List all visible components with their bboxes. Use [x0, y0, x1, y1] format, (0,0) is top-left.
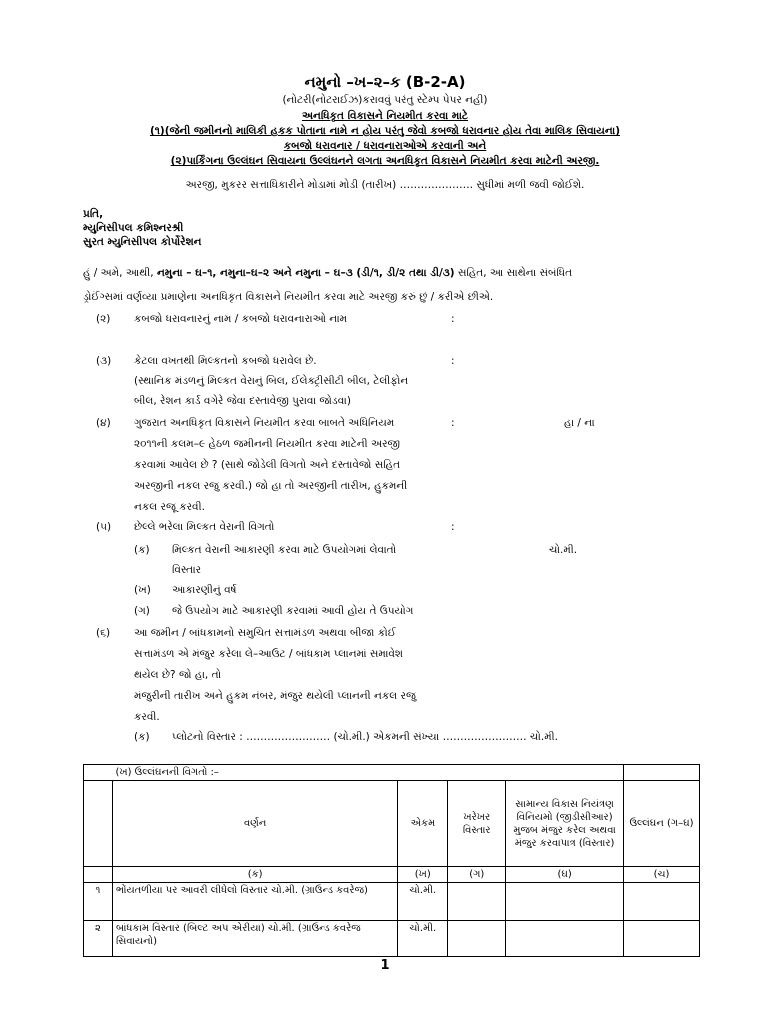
item-5a-unit: ચો.મી.	[549, 544, 578, 556]
row-unit: ચો.મી.	[398, 921, 448, 957]
item-3-line-3: બીલ, રેશન કાર્ડ વગેરે જેવા દસ્તાવેજી પુરાવા જોડવા)	[134, 395, 351, 407]
header-unit: એકમ	[398, 781, 448, 867]
intro-part-b: નમુના – ઘ–૧, નમુના–ઘ–૨ અને નમુના – ઘ–૩ (ડી/૧, ડી/૨ તથા ડી/૩)	[156, 267, 455, 279]
item-6a-text: પ્લોટનો વિસ્તાર : …………………… (ચો.મી.) એકમની સંખ્યા …………………… ચો.મી.	[172, 731, 559, 743]
row-number: ૨	[84, 921, 113, 957]
item-5a-line-1: મિલ્કત વેરાની આકારણી કરવા માટે ઉપયોગમાં લેવાતો	[172, 544, 397, 556]
item-4-line-4: અરજીની નકલ રજુ કરવી.) જો હા તો અરજીની તારીખ, હુકમની	[134, 480, 408, 492]
intro-line-2: ડ્રોઈંગ્સમાં વર્ણવ્યા પ્રમાણેના અનધિકૃત વિકાસને નિયમીત કરવા માટે અરજી કરું છું / કરીએ છીએ.	[83, 291, 494, 303]
heading-line-2: (૧)(જેની જમીનનો માલિકી હકક પોતાના નામે ન હોય પરંતુ જેવો કબજો ધરાવનાર હોય તેવા માલિક સિવાયના)	[149, 125, 621, 137]
item-5a-line-2: વિસ્તાર	[172, 564, 202, 576]
column-index-1: (ક)	[112, 867, 397, 883]
item-2-text: કબજો ધરાવનારનું નામ / કબજો ધરાવનારાઓ નામ	[134, 313, 348, 325]
row-violation-cell[interactable]	[624, 883, 700, 921]
header-violation: ઉલ્લંઘન (ગ–ઘ)	[624, 781, 700, 867]
item-4-colon: :	[451, 417, 455, 429]
row-gdcr-area-cell[interactable]	[506, 883, 624, 921]
item-2-number: (૨)	[96, 313, 111, 325]
notary-note: (નોટરી(નોટરાઈઝ)કરાવવું પરંતુ સ્ટેમ્પ પેપર નહી)	[282, 94, 488, 106]
item-6-line-1: આ જમીન / બાંધકામનો સમુચિત સત્તામંડળ અથવા બીજા કોઈ	[134, 627, 396, 639]
row-gdcr-area-cell[interactable]	[506, 921, 624, 957]
table-caption-row	[84, 765, 700, 781]
row-actual-area-cell[interactable]	[448, 921, 506, 957]
item-6-line-4: મંજુરીની તારીખ અને હુકમ નંબર, મંજુર થયેલી પ્લાનની નકલ રજુ	[134, 690, 416, 702]
heading-line-4: (૨)પાર્કિંગના ઉલ્લંઘન સિવાયના ઉલ્લંઘનને લગતા અનધિકૃત વિકાસને નિયમીત કરવા માટેની અરજી.	[170, 155, 600, 167]
item-2-colon: :	[451, 313, 455, 325]
item-6-number: (૬)	[96, 627, 111, 639]
item-6-line-5: કરવી.	[134, 711, 160, 723]
item-5c-number: (ગ)	[134, 605, 150, 617]
item-3-line-2: (સ્થાનિક મંડળનું મિલ્કત વેરાનું બિલ, ઈલેક્ટ્રીસીટી બીલ, ટેલીફોન	[134, 375, 409, 387]
addressee-to: પ્રતિ,	[83, 208, 104, 220]
page-number: 1	[380, 958, 390, 973]
item-6a-number: (ક)	[134, 731, 150, 743]
item-5a-number: (ક)	[134, 544, 150, 556]
table-header-row	[84, 781, 700, 867]
form-title: નમુનો –ખ–૨–ક (B-2-A)	[304, 73, 466, 91]
item-5b-text: આકારણીનું વર્ષ	[172, 584, 237, 596]
deadline-note: અરજી, મુકરર સત્તાધિકારીને મોડામાં મોડી (તારીખ) ………………… સુધીમાં મળી જવી જોઈશે.	[185, 179, 585, 191]
intro-line-1	[83, 266, 572, 280]
item-4-line-2: ૨૦૧૧ની કલમ–૯ હેઠળ જમીનની નિયમીત કરવા માટેની અરજી	[134, 438, 400, 450]
item-6-line-3: થયેલ છે? જો હા, તો	[134, 669, 222, 681]
item-3-line-1: કેટલા વખતથી મિલ્કતનો કબજો ધરાવેલ છે.	[134, 355, 317, 367]
header-actual-area: ખરેખર વિસ્તાર	[448, 781, 506, 867]
header-description: વર્ણન	[112, 781, 397, 867]
heading-line-1: અનધિકૃત વિકાસને નિયમીત કરવા માટે	[301, 110, 469, 122]
column-index-5: (ચ)	[624, 867, 700, 883]
row-description: બાંધકામ વિસ્તાર (બિલ્ટ અપ એરીયા) ચો.મી. (ગ્રાઉન્ડ કવરેજ સિવાયનો)	[112, 921, 397, 957]
item-4-answer: હા / ના	[564, 417, 595, 429]
row-unit: ચો.મી.	[398, 883, 448, 921]
addressee-line-2: સુરત મ્યુનિસીપલ કોર્પોરેશન	[83, 236, 202, 248]
item-4-line-1: ગુજરાત અનધિકૃત વિકાસને નિયમીત કરવા બાબતે અધિનિયમ	[134, 417, 395, 429]
row-description: ભોંયતળીયા પર આવરી લીધેલો વિસ્તાર ચો.મી. (ગ્રાઉન્ડ કવરેજ)	[112, 883, 397, 921]
item-4-number: (૪)	[96, 417, 111, 429]
item-5-number: (૫)	[96, 521, 112, 533]
addressee-line-1: મ્યુનિસીપલ કમિશ્નરશ્રી	[83, 222, 184, 234]
item-4-line-5: નકલ રજૂ કરવી.	[134, 501, 205, 513]
item-5-colon: :	[451, 521, 455, 533]
table-column-index-row	[84, 867, 700, 883]
item-5-text: છેલ્લે ભરેલા મિલ્કત વેરાની વિગતો	[134, 521, 275, 533]
column-index-4: (ઘ)	[506, 867, 624, 883]
row-number: ૧	[84, 883, 113, 921]
row-violation-cell[interactable]	[624, 921, 700, 957]
item-5c-text: જે ઉપયોગ માટે આકારણી કરવામાં આવી હોય તે ઉપયોગ	[172, 605, 414, 617]
item-5b-number: (ખ)	[134, 584, 151, 596]
item-3-colon: :	[451, 355, 455, 367]
violations-table	[83, 764, 700, 957]
column-index-3: (ગ)	[448, 867, 506, 883]
row-actual-area-cell[interactable]	[448, 883, 506, 921]
item-6-line-2: સત્તામંડળ એ મંજુર કરેલા લે–આઉટ / બાંધકામ પ્લાનમાં સમાવેશ	[134, 648, 404, 660]
heading-line-3: કબજો ધરાવનાર / ધરાવનારાઓએ કરવાની અને	[283, 140, 487, 152]
column-index-2: (ખ)	[398, 867, 448, 883]
item-3-number: (૩)	[96, 355, 112, 367]
table-caption: (ખ) ઉલ્લંઘનની વિગતો :–	[112, 765, 623, 781]
intro-part-a: હું / અમે, આથી,	[83, 267, 154, 279]
item-4-line-3: કરવામાં આવેલ છે ? (સાથે જોડેલી વિગતો અને દસ્તાવેજો સહિત	[134, 459, 401, 471]
table-row	[84, 883, 700, 921]
intro-part-c: સહિત, આ સાથેના સંબંધિત	[457, 267, 573, 279]
header-gdcr-area: સામાન્ય વિકાસ નિયંત્રણ વિનિયમો (જીડીસીઆર) મુજબ મંજુર કરેલ અથવા મંજુર કરવાપાત્ર (વિસ્તાર)	[506, 781, 624, 867]
table-row	[84, 921, 700, 957]
